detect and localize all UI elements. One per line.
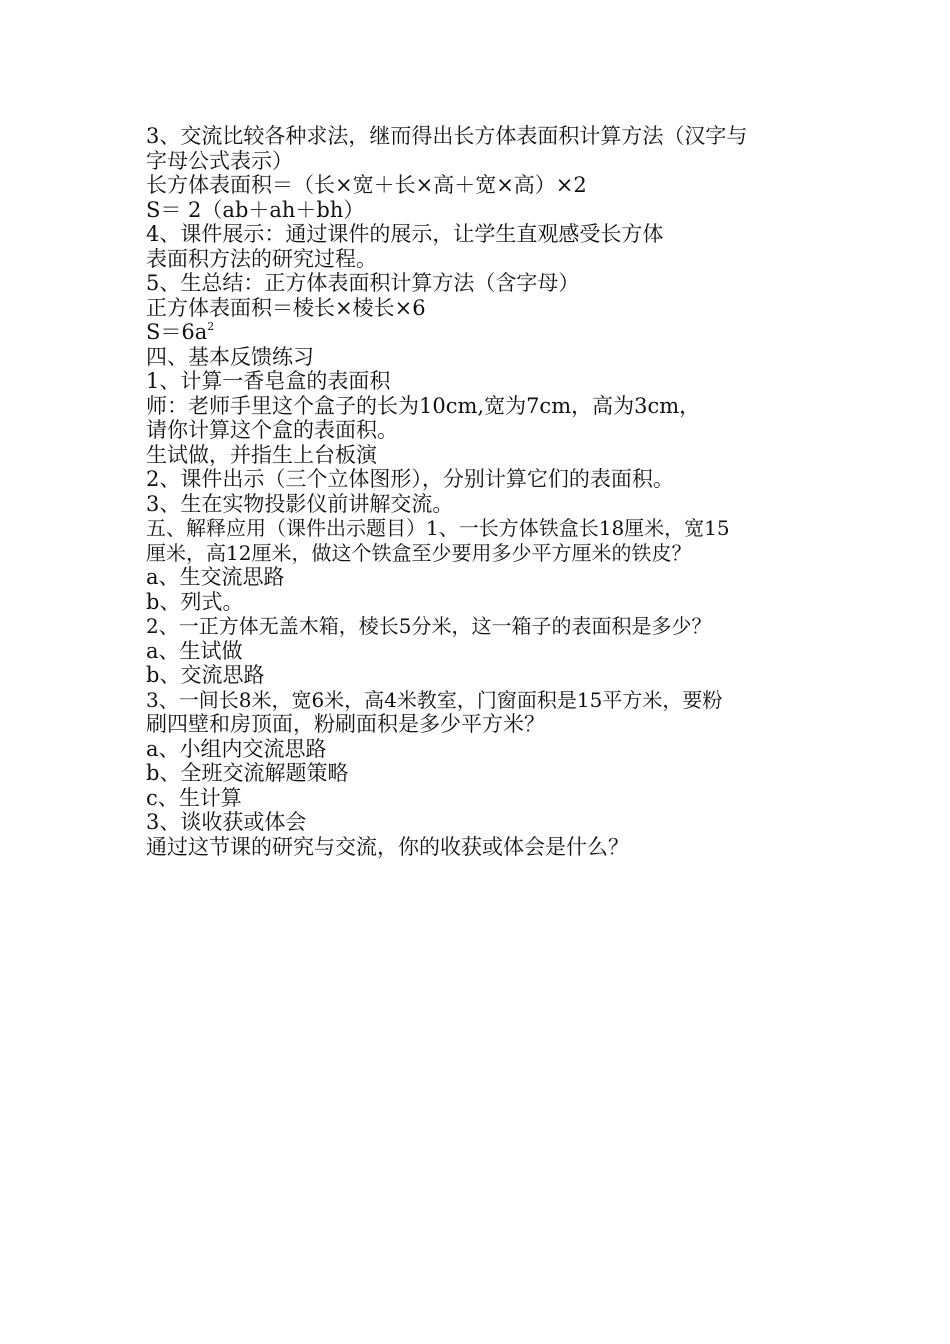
text-line: b、交流思路 bbox=[146, 663, 265, 687]
text-line: 长方体表面积＝（长×宽＋长×高＋宽×高）×2 bbox=[146, 173, 587, 197]
text-line: 5、生总结：正方体表面积计算方法（含字母） bbox=[146, 271, 580, 295]
text-line: 生试做，并指生上台板演 bbox=[146, 442, 377, 467]
text-line: 3、交流比较各种求法，继而得出长方体表面积计算方法（汉字与 bbox=[146, 124, 748, 148]
section-heading: 五、解释应用（课件出示题目）1、一长方体铁盒长18厘米，宽15 bbox=[146, 516, 730, 540]
text-line: 3、谈收获或体会 bbox=[146, 810, 307, 834]
text-line: 刷四壁和房顶面，粉刷面积是多少平方米？ bbox=[146, 712, 545, 736]
formula-exponent: 2 bbox=[207, 320, 215, 333]
text-line: 3、一间长8米，宽6米，高4米教室，门窗面积是15平方米，要粉 bbox=[146, 687, 723, 712]
text-line: 字母公式表示） bbox=[146, 148, 293, 173]
text-line: 1、计算一香皂盒的表面积 bbox=[146, 369, 391, 393]
formula-line bbox=[146, 320, 816, 345]
text-line: 请你计算这个盒的表面积。 bbox=[146, 418, 398, 442]
text-line: 通过这节课的研究与交流，你的收获或体会是什么？ bbox=[146, 834, 629, 859]
formula-base: S＝6a bbox=[146, 320, 208, 344]
text-line: 正方体表面积＝棱长×棱长×6 bbox=[146, 295, 426, 320]
text-line: 师：老师手里这个盒子的长为10cm,宽为7cm，高为3cm， bbox=[146, 393, 701, 418]
text-line: b、全班交流解题策略 bbox=[146, 761, 349, 785]
section-heading: 四、基本反馈练习 bbox=[146, 344, 314, 369]
text-line: a、小组内交流思路 bbox=[146, 736, 327, 761]
text-line: c、生计算 bbox=[146, 785, 242, 810]
text-line: b、列式。 bbox=[146, 589, 244, 614]
document-body bbox=[146, 124, 816, 859]
text-line: a、生试做 bbox=[146, 638, 243, 663]
text-line: 3、生在实物投影仪前讲解交流。 bbox=[146, 491, 454, 516]
text-line: S＝ 2（ab＋ah＋bh） bbox=[146, 197, 365, 222]
text-line: 4、课件展示：通过课件的展示，让学生直观感受长方体 bbox=[146, 222, 664, 246]
text-line: 厘米，高12厘米，做这个铁盒至少要用多少平方厘米的铁皮？ bbox=[146, 540, 692, 565]
text-line: a、生交流思路 bbox=[146, 565, 285, 589]
text-line: 2、课件出示（三个立体图形），分别计算它们的表面积。 bbox=[146, 467, 674, 491]
text-line: 2、一正方体无盖木箱，棱长5分米，这一箱子的表面积是多少？ bbox=[146, 614, 712, 638]
text-line: 表面积方法的研究过程。 bbox=[146, 246, 377, 271]
